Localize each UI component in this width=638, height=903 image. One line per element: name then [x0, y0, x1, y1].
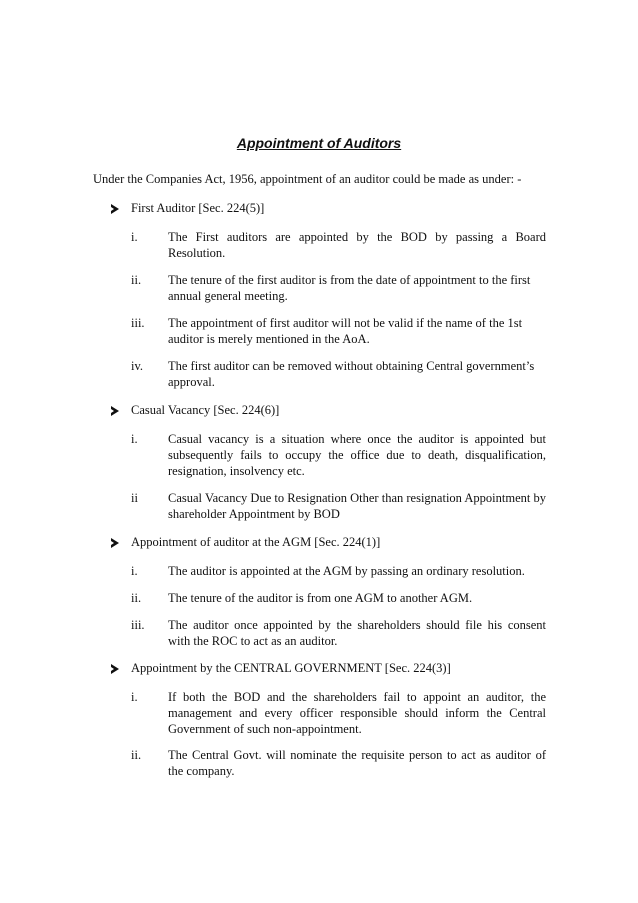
item-number: iv.: [131, 359, 144, 373]
item-number: ii.: [131, 748, 142, 762]
arrow-bullet-icon: [111, 538, 119, 548]
item-text: The tenure of the first auditor is from the date of appointment to the first annual general meeting.: [168, 273, 531, 303]
arrow-bullet-icon: [111, 664, 119, 674]
arrow-bullet-icon: [111, 406, 119, 416]
item-number: ii.: [131, 273, 142, 287]
item-text: Casual vacancy is a situation where once the auditor is appointed but subsequently fails to occupy the office due to death, disqualification, resignation, insolvency etc.: [168, 432, 546, 478]
item-number: i.: [131, 230, 138, 244]
item-text: If both the BOD and the shareholders fail to appoint an auditor, the management and every officer responsible should inform the Central Government of such non-appointment.: [168, 690, 546, 736]
section-heading-text: Appointment by the CENTRAL GOVERNMENT [Sec. 224(3)]: [131, 661, 451, 675]
item-text: The First auditors are appointed by the BOD by passing a Board Resolution.: [168, 230, 546, 260]
item-text: The tenure of the auditor is from one AGM to another AGM.: [168, 591, 473, 605]
section-heading-text: Casual Vacancy [Sec. 224(6)]: [131, 403, 280, 417]
section-heading-text: Appointment of auditor at the AGM [Sec. 224(1)]: [131, 535, 381, 549]
item-number: i.: [131, 690, 138, 704]
section-first-auditor: [111, 200, 551, 216]
item-text: The Central Govt. will nominate the requisite person to act as auditor of the company.: [168, 748, 546, 778]
section-heading: [111, 660, 551, 676]
arrow-bullet-icon: [111, 204, 119, 214]
item-text: The auditor once appointed by the shareholders should file his consent with the ROC to act as an auditor.: [168, 618, 546, 648]
item-text: The auditor is appointed at the AGM by passing an ordinary resolution.: [168, 564, 525, 578]
item-number: i.: [131, 432, 138, 446]
section-heading: [111, 402, 551, 418]
section-heading: [111, 534, 551, 550]
section-heading-text: First Auditor [Sec. 224(5)]: [131, 201, 265, 215]
section-central-government: [111, 660, 551, 676]
section-agm: [111, 534, 551, 550]
item-number: ii.: [131, 591, 142, 605]
item-number: iii.: [131, 316, 145, 330]
item-number: ii: [131, 491, 138, 505]
section-heading: [111, 200, 551, 216]
item-text: Casual Vacancy Due to Resignation Other than resignation Appointment by shareholder Appointment by BOD: [168, 491, 546, 521]
item-text: The appointment of first auditor will not be valid if the name of the 1st auditor is merely mentioned in the AoA.: [168, 316, 523, 346]
item-number: i.: [131, 564, 138, 578]
intro-paragraph: Under the Companies Act, 1956, appointment of an auditor could be made as under: -: [93, 172, 522, 186]
page-title: Appointment of Auditors: [236, 135, 402, 151]
section-casual-vacancy: [111, 402, 551, 418]
item-text: The first auditor can be removed without obtaining Central government’s approval.: [168, 359, 535, 389]
item-number: iii.: [131, 618, 145, 632]
